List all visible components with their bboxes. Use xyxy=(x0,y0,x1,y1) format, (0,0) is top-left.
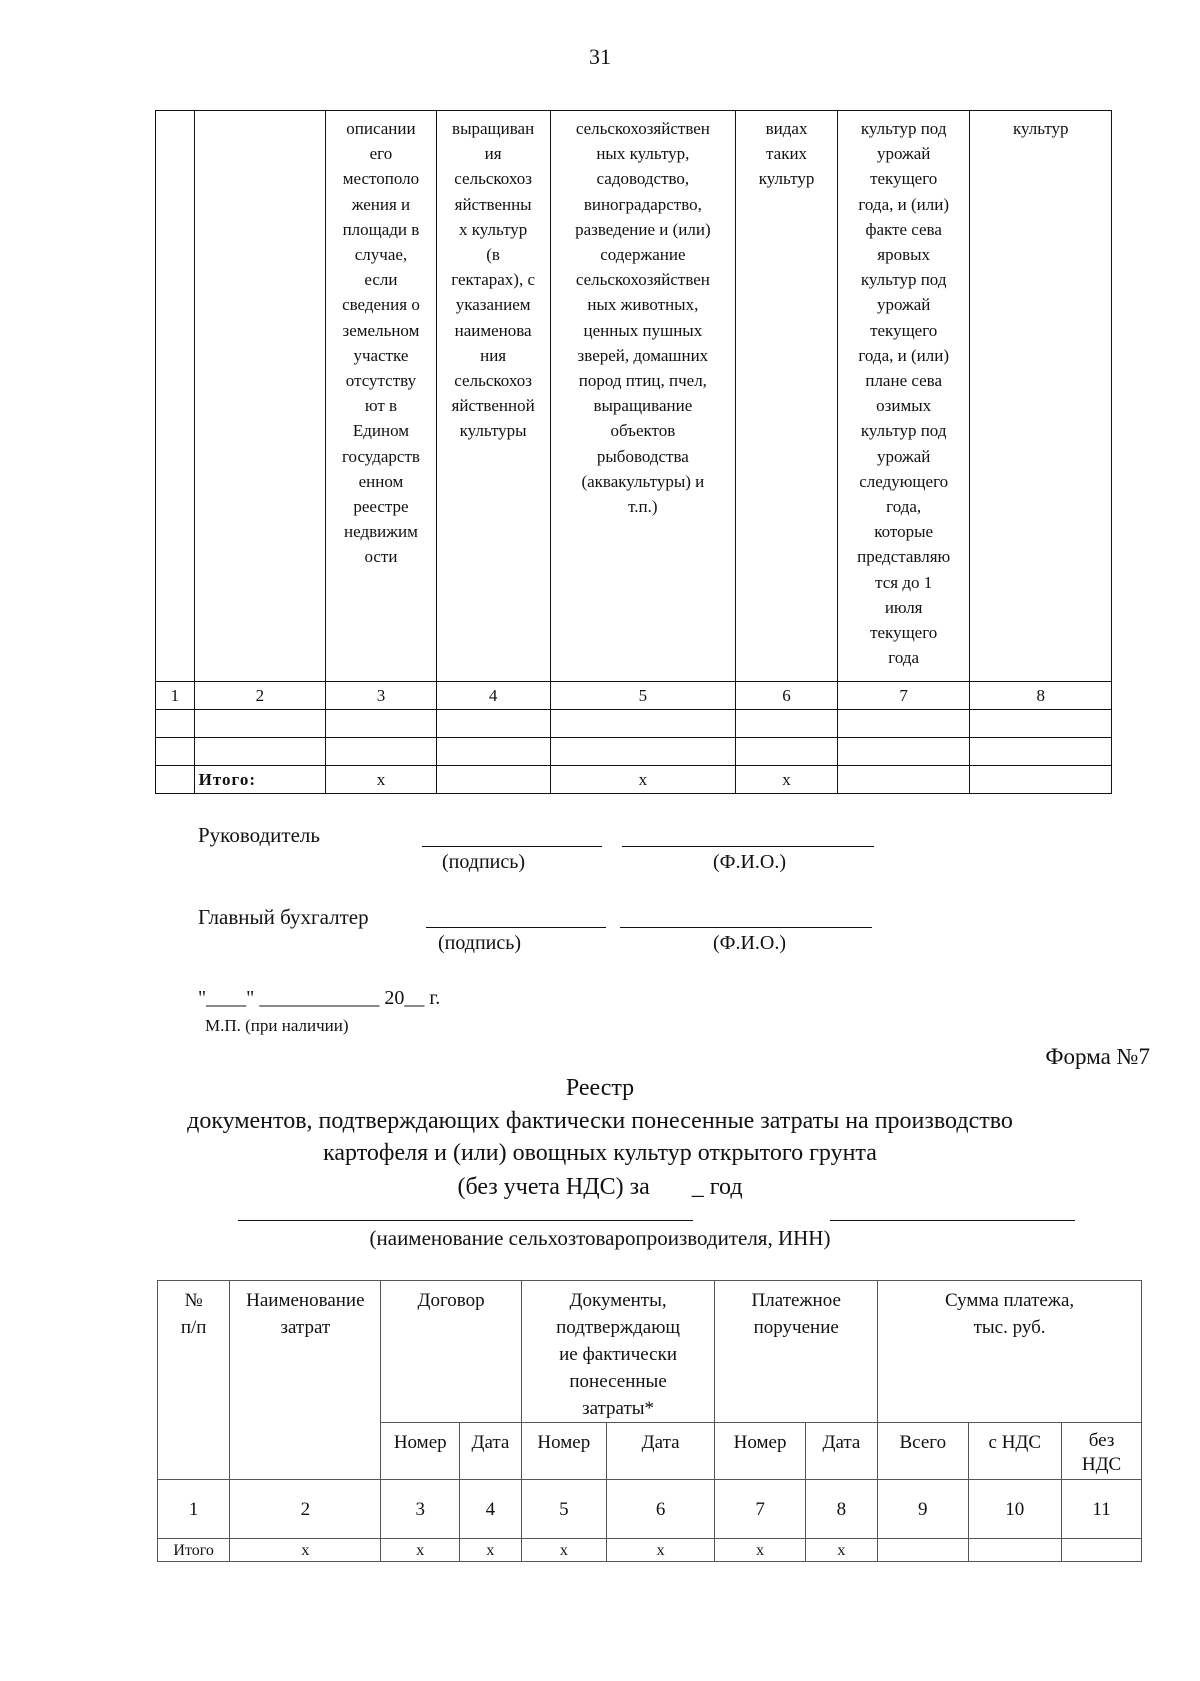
date-line: "____" ____________ 20__ г. xyxy=(198,987,441,1009)
empty-cell[interactable] xyxy=(970,710,1112,738)
empty-cell[interactable] xyxy=(436,710,550,738)
empty-cell[interactable] xyxy=(837,738,970,766)
total-cell xyxy=(436,766,550,794)
header-cost-name: Наименование затрат xyxy=(230,1281,381,1480)
header-payment-sum: Сумма платежа, тыс. руб. xyxy=(878,1281,1142,1423)
subheader-cell: Дата xyxy=(460,1423,522,1480)
column-number: 4 xyxy=(436,682,550,710)
total-label: Итого: xyxy=(194,766,326,794)
stamp-placeholder: М.П. (при наличии) xyxy=(205,1016,349,1035)
form-subtitle-3: (без учета НДС) за _ год xyxy=(457,1174,743,1200)
column-number: 4 xyxy=(460,1480,522,1539)
subheader-cell: Номер xyxy=(381,1423,460,1480)
empty-cell[interactable] xyxy=(837,710,970,738)
header-payment-order: Платежное поручение xyxy=(715,1281,878,1423)
manager-label: Руководитель xyxy=(198,823,320,847)
column-number: 11 xyxy=(1062,1480,1142,1539)
form-subtitle-1: документов, подтверждающих фактически понесенные затраты на производство xyxy=(187,1108,1013,1134)
subheader-cell: без НДС xyxy=(1062,1423,1142,1480)
subheader-cell: с НДС xyxy=(968,1423,1062,1480)
accountant-label: Главный бухгалтер xyxy=(198,905,369,929)
empty-cell[interactable] xyxy=(970,738,1112,766)
empty-cell[interactable] xyxy=(550,738,736,766)
table-header-row xyxy=(156,111,1112,682)
column-number: 3 xyxy=(381,1480,460,1539)
column-number: 2 xyxy=(194,682,326,710)
column-number: 10 xyxy=(968,1480,1062,1539)
empty-cell[interactable] xyxy=(156,710,195,738)
empty-cell[interactable] xyxy=(550,710,736,738)
header-cell: культур под урожай текущего года, и (или) факте сева яровых культур под урожай текущего года, и (или) плане сева озимых культур под урожай следующего года, которые представляю тся до 1 июля текущего года xyxy=(837,111,970,682)
subheader-cell: Номер xyxy=(521,1423,606,1480)
table-row xyxy=(156,710,1112,738)
column-number-row xyxy=(156,682,1112,710)
total-cell: x xyxy=(230,1539,381,1562)
header-documents: Документы, подтверждающ ие фактически понесенные затраты* xyxy=(521,1281,715,1423)
accountant-name-line[interactable] xyxy=(620,927,872,928)
total-cell: x xyxy=(736,766,838,794)
column-number: 5 xyxy=(550,682,736,710)
header-num: № п/п xyxy=(158,1281,230,1480)
signature-caption: (подпись) xyxy=(442,851,526,873)
column-number: 9 xyxy=(878,1480,968,1539)
form-number: Форма №7 xyxy=(1045,1044,1150,1069)
column-number: 1 xyxy=(156,682,195,710)
subheader-cell: Дата xyxy=(805,1423,877,1480)
empty-cell[interactable] xyxy=(736,738,838,766)
total-cell xyxy=(1062,1539,1142,1562)
total-cell: x xyxy=(381,1539,460,1562)
org-name-line[interactable] xyxy=(238,1220,693,1221)
header-cell: выращиван ия сельскохоз яйственны х культур (в гектарах), с указанием наименова ния сельскохоз яйственной культуры xyxy=(436,111,550,682)
total-cell xyxy=(837,766,970,794)
header-contract: Договор xyxy=(381,1281,521,1423)
column-number-row xyxy=(158,1480,1142,1539)
empty-cell[interactable] xyxy=(436,738,550,766)
column-number: 8 xyxy=(970,682,1112,710)
column-number: 1 xyxy=(158,1480,230,1539)
subheader-cell: Дата xyxy=(606,1423,715,1480)
total-cell: x xyxy=(460,1539,522,1562)
org-caption: (наименование сельхозтоваропроизводителя, ИНН) xyxy=(369,1226,831,1250)
header-cell xyxy=(194,111,326,682)
empty-cell[interactable] xyxy=(194,738,326,766)
signature-caption: (подпись) xyxy=(438,932,522,954)
header-cell xyxy=(156,111,195,682)
table-row xyxy=(156,738,1112,766)
column-number: 2 xyxy=(230,1480,381,1539)
column-number: 6 xyxy=(606,1480,715,1539)
table-header-row xyxy=(158,1281,1142,1423)
total-cell: x xyxy=(326,766,437,794)
page-number: 31 xyxy=(589,44,611,69)
documents-registry-table xyxy=(157,1280,1142,1562)
org-inn-line[interactable] xyxy=(830,1220,1075,1221)
empty-cell[interactable] xyxy=(156,738,195,766)
total-cell xyxy=(970,766,1112,794)
empty-cell[interactable] xyxy=(326,710,437,738)
subheader-cell: Номер xyxy=(715,1423,805,1480)
activity-table xyxy=(155,110,1112,794)
empty-cell[interactable] xyxy=(194,710,326,738)
column-number: 7 xyxy=(715,1480,805,1539)
column-number: 6 xyxy=(736,682,838,710)
header-cell: описании его местополо жения и площади в случае, если сведения о земельном участке отсутству ют в Едином государств енном реестре недвижим ости xyxy=(326,111,437,682)
manager-signature-line[interactable] xyxy=(422,846,602,847)
column-number: 8 xyxy=(805,1480,877,1539)
manager-name-line[interactable] xyxy=(622,846,874,847)
total-cell xyxy=(968,1539,1062,1562)
column-number: 7 xyxy=(837,682,970,710)
total-row xyxy=(158,1539,1142,1562)
name-caption: (Ф.И.О.) xyxy=(713,932,787,954)
column-number: 3 xyxy=(326,682,437,710)
column-number: 5 xyxy=(521,1480,606,1539)
total-cell: x xyxy=(606,1539,715,1562)
header-cell: сельскохозяйствен ных культур, садоводство, виноградарство, разведение и (или) содержание сельскохозяйствен ных животных, ценных пушных зверей, домашних пород птиц, пчел, выращивание объектов рыбоводства (аквакультуры) и т.п.) xyxy=(550,111,736,682)
header-cell: культур xyxy=(970,111,1112,682)
total-row xyxy=(156,766,1112,794)
form-title: Реестр xyxy=(565,1075,635,1101)
total-cell: x xyxy=(805,1539,877,1562)
subheader-cell: Всего xyxy=(878,1423,968,1480)
total-cell: x xyxy=(521,1539,606,1562)
total-cell: x xyxy=(550,766,736,794)
empty-cell[interactable] xyxy=(736,710,838,738)
header-cell: видах таких культур xyxy=(736,111,838,682)
total-label: Итого xyxy=(158,1539,230,1562)
form-subtitle-2: картофеля и (или) овощных культур открытого грунта xyxy=(323,1140,877,1166)
accountant-signature-line[interactable] xyxy=(426,927,606,928)
total-cell xyxy=(878,1539,968,1562)
total-cell: x xyxy=(715,1539,805,1562)
empty-cell[interactable] xyxy=(326,738,437,766)
total-cell xyxy=(156,766,195,794)
name-caption: (Ф.И.О.) xyxy=(713,851,787,873)
